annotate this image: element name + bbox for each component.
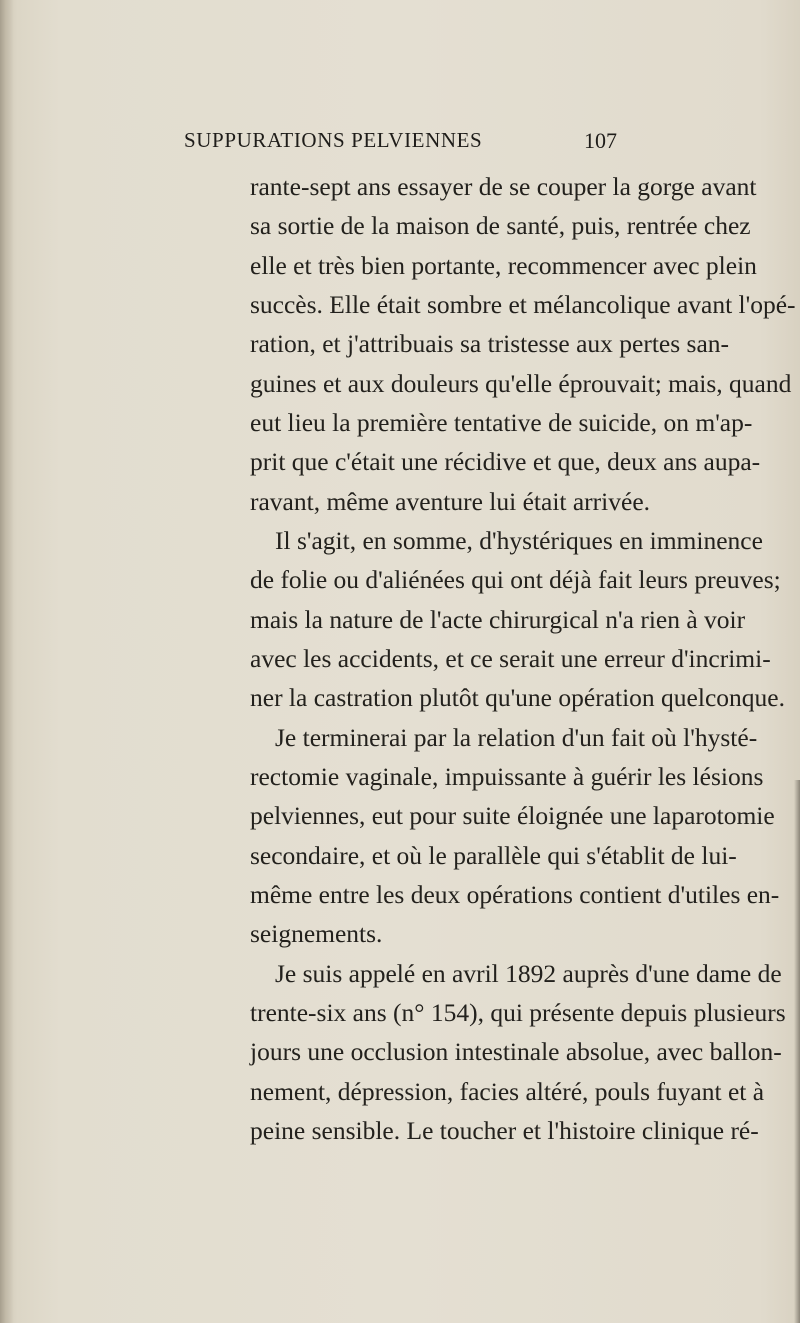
text-line: ner la castration plutôt qu'une opération quelconque.: [250, 683, 785, 712]
text-line: rante-sept ans essayer de se couper la gorge avant: [250, 172, 757, 201]
text-line: prit que c'était une récidive et que, deux ans aupa-: [250, 447, 761, 476]
text-line: pelviennes, eut pour suite éloignée une laparotomie: [250, 801, 775, 830]
text-line: ravant, même aventure lui était arrivée.: [250, 487, 651, 516]
text-line: Il s'agit, en somme, d'hystériques en imminence: [275, 526, 763, 555]
text-line: sa sortie de la maison de santé, puis, rentrée chez: [250, 211, 751, 240]
text-line: de folie ou d'aliénées qui ont déjà fait leurs preuves;: [250, 565, 781, 594]
text-line: Je terminerai par la relation d'un fait où l'hysté-: [275, 723, 758, 752]
text-line: ration, et j'attribuais sa tristesse aux pertes san-: [250, 329, 730, 358]
running-title: SUPPURATIONS PELVIENNES: [184, 128, 483, 152]
text-line: guines et aux douleurs qu'elle éprouvait; mais, quand: [250, 369, 792, 398]
text-line: avec les accidents, et ce serait une erreur d'incrimi-: [250, 644, 771, 673]
text-line: seignements.: [250, 919, 383, 948]
page-number: 107: [584, 128, 617, 153]
text-line: nement, dépression, facies altéré, pouls fuyant et à: [250, 1077, 765, 1106]
text-line: trente-six ans (n° 154), qui présente depuis plusieurs: [250, 998, 786, 1027]
text-line: mais la nature de l'acte chirurgical n'a rien à voir: [250, 605, 746, 634]
text-line: Je suis appelé en avril 1892 auprès d'une dame de: [275, 959, 782, 988]
text-line: secondaire, et où le parallèle qui s'établit de lui-: [250, 841, 737, 870]
text-line: eut lieu la première tentative de suicide, on m'ap-: [250, 408, 753, 437]
text-line: rectomie vaginale, impuissante à guérir les lésions: [250, 762, 764, 791]
text-line: même entre les deux opérations contient d'utiles en-: [250, 880, 780, 909]
text-line: elle et très bien portante, recommencer avec plein: [250, 251, 757, 280]
text-line: jours une occlusion intestinale absolue, avec ballon-: [250, 1037, 782, 1066]
text-line: peine sensible. Le toucher et l'histoire clinique ré-: [250, 1116, 759, 1145]
text-line: succès. Elle était sombre et mélancolique avant l'opé-: [250, 290, 796, 319]
